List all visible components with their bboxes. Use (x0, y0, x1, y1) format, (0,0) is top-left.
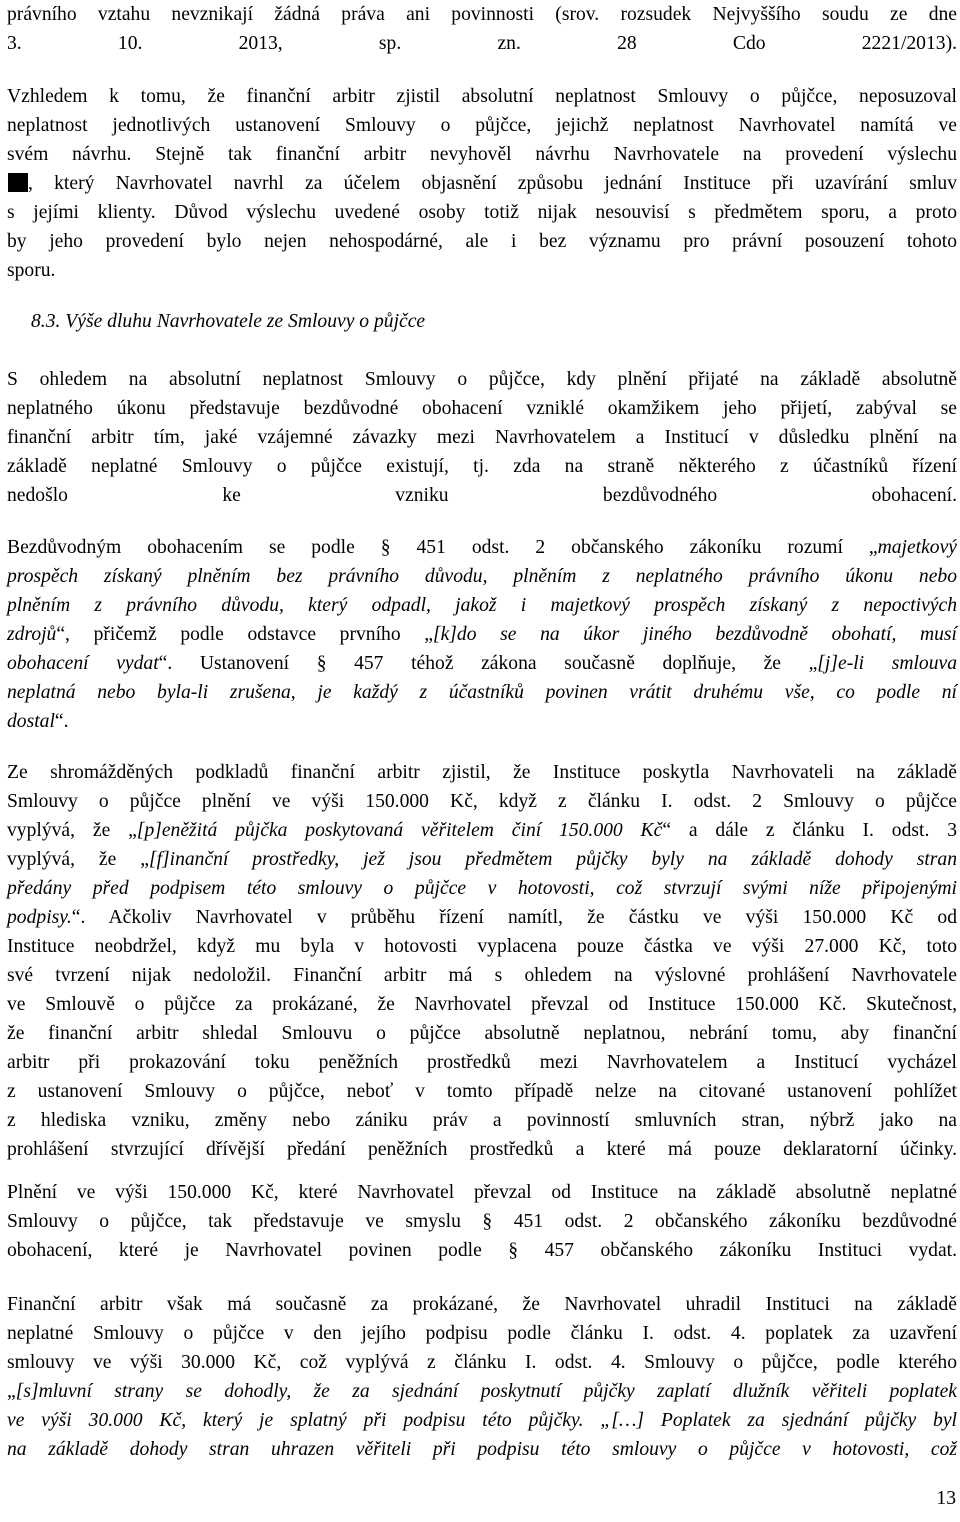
section-title: Výše dluhu Navrhovatele ze Smlouvy o půjčce (65, 311, 426, 332)
text-line: na základě dohody stran uhrazen věřiteli při podpisu této smlouvy o půjčce v hotovosti, což (7, 1439, 957, 1460)
text-line: Plnění ve výši 150.000 Kč, které Navrhovatel převzal od Instituce na základě absolutně neplatné (7, 1182, 957, 1203)
paragraph-loan-amount (7, 758, 957, 1164)
text-line: Ze shromážděných podkladů finanční arbitr zjistil, že Instituce poskytla Navrhovateli na základě (7, 762, 957, 783)
text-line: zdrojů“, přičemž podle odstavce prvního „[k]do se na úkor jiného bezdůvodně obohatí, musí (7, 624, 958, 645)
text-line: svém návrhu. Stejně tak finanční arbitr nevyhověl návrhu Navrhovatele na provedení výslechu (7, 144, 957, 165)
text-line: neplatné Smlouvy o půjčce v den jejího podpisu podle článku I. odst. 4. poplatek za uzavření (7, 1323, 957, 1344)
text-line: že finanční arbitr shledal Smlouvu o půjčce absolutně neplatnou, nebrání tomu, aby finanční (7, 1023, 957, 1044)
text-line: z ustanovení Smlouvy o půjčce, neboť v tomto případě nelze na citované ustanovení pohlížet (7, 1081, 957, 1102)
section-heading (7, 307, 957, 336)
text-line: podpisy.“. Ačkoliv Navrhovatel v průběhu řízení namítl, že částku ve výši 150.000 Kč od (7, 907, 957, 928)
text-line: obohacení vydat“. Ustanovení § 457 téhož zákona současně doplňuje, že „[j]e-li smlouva (7, 653, 958, 674)
text-line: Instituce neobdržel, když mu byla v hotovosti vyplacena pouze částka ve výši 27.000 Kč, toto (7, 936, 957, 957)
text-line: neplatnost jednotlivých ustanovení Smlouvy o půjčce, jejichž neplatnost Navrhovatel namítá ve (7, 115, 957, 136)
paragraph-enrichment-amount (7, 1178, 957, 1265)
text-line: s jejími klienty. Důvod výslechu uvedené osoby totiž nijak nesouvisí s předmětem sporu, a proto (7, 202, 957, 223)
text-line: z hlediska vzniku, změny nebo zániku práv a povinností smluvních stran, nýbrž jako na (7, 1110, 957, 1131)
text-line: by jeho provedení bylo nejen nehospodárné, ale i bez významu pro právní posouzení tohoto (7, 231, 957, 252)
text-line: Smlouvy o půjčce, tak představuje ve smyslu § 451 odst. 2 občanského zákoníku bezdůvodné (7, 1211, 957, 1232)
paragraph-continuation (7, 0, 957, 58)
document-page (7, 0, 957, 1522)
text-line: právního vztahu nevznikají žádná práva ani povinnosti (srov. rozsudek Nejvyššího soudu ze dne (7, 4, 957, 25)
text-line: sporu. (7, 260, 56, 281)
text-line: , který Navrhovatel navrhl za účelem objasnění způsobu jednání Instituce při uzavírání smluv (7, 169, 957, 198)
text-line: 3. 10. 2013, sp. zn. 28 Cdo 2221/2013). (7, 33, 957, 54)
text-line: „[s]mluvní strany se dohodly, že za sjednání poskytnutí půjčky zaplatí dlužník věřiteli poplatek (7, 1381, 957, 1402)
text-line: Bezdůvodným obohacením se podle § 451 odst. 2 občanského zákoníku rozumí „majetkový (7, 537, 957, 558)
text-line: prohlášení stvrzující dřívější předání peněžních prostředků a které má pouze deklaratorní účinky. (7, 1139, 957, 1160)
paragraph-fee (7, 1290, 957, 1464)
text-line: neplatná nebo byla-li zrušena, je každý z účastníků povinen vrátit druhému vše, co podle ní (7, 682, 957, 703)
text-line: základě neplatné Smlouvy o půjčce existují, tj. zda na straně některého z účastníků řízení (7, 456, 957, 477)
text-line: své tvrzení nijak nedoložil. Finanční arbitr má s ohledem na výslovné prohlášení Navrhovatele (7, 965, 957, 986)
text-line: vyplývá, že „[f]inanční prostředky, jež jsou předmětem půjčky byly na základě dohody stran (7, 849, 957, 870)
text-line: dostal“. (7, 711, 69, 732)
text-line: Vzhledem k tomu, že finanční arbitr zjistil absolutní neplatnost Smlouvy o půjčce, neposuzoval (7, 86, 957, 107)
text-line: smlouvy ve výši 30.000 Kč, což vyplývá z článku I. odst. 4. Smlouvy o půjčce, podle kterého (7, 1352, 957, 1373)
section-number: 8.3. (31, 311, 61, 332)
paragraph-arbitr-findings (7, 82, 957, 285)
text-line: finanční arbitr tím, jaké vzájemné závazky mezi Navrhovatelem a Institucí v důsledku plnění na (7, 427, 957, 448)
text-line: neplatného úkonu představuje bezdůvodné obohacení vzniklé okamžikem jeho přijetí, zabýval se (7, 398, 957, 419)
page-number: 13 (936, 1488, 956, 1509)
text-line: ve výši 30.000 Kč, který je splatný při podpisu této půjčky. „[…] Poplatek za sjednání půjčky byl (7, 1410, 957, 1431)
text-line: arbitr při prokazování toku peněžních prostředků mezi Navrhovatelem a Institucí vycházel (7, 1052, 957, 1073)
text-line: vyplývá, že „[p]eněžitá půjčka poskytovaná věřitelem činí 150.000 Kč“ a dále z článku I. odst. 3 (7, 820, 957, 841)
text-line: Smlouvy o půjčce plnění ve výši 150.000 Kč, když z článku I. odst. 2 Smlouvy o půjčce (7, 791, 957, 812)
paragraph-civil-code (7, 533, 957, 736)
redaction-block (8, 173, 28, 192)
text-line: S ohledem na absolutní neplatnost Smlouvy o půjčce, kdy plnění přijaté na základě absolutně (7, 369, 957, 390)
text-line: obohacení, které je Navrhovatel povinen podle § 457 občanského zákoníku Instituci vydat. (7, 1240, 957, 1261)
text-line: ve Smlouvě o půjčce za prokázané, že Navrhovatel převzal od Instituce 150.000 Kč. Skutečnost, (7, 994, 957, 1015)
text-line: Finanční arbitr však má současně za prokázané, že Navrhovatel uhradil Instituci na základě (7, 1294, 957, 1315)
text-line: prospěch získaný plněním bez právního důvodu, plněním z neplatného právního úkonu nebo (7, 566, 957, 587)
paragraph-unjust-enrichment (7, 365, 957, 510)
text-line: nedošlo ke vzniku bezdůvodného obohacení. (7, 485, 957, 506)
text-line: plněním z právního důvodu, který odpadl, jakož i majetkový prospěch získaný z nepoctivých (7, 595, 957, 616)
text-line: předány před podpisem této smlouvy o půjčce v hotovosti, což stvrzují svými níže připojenými (7, 878, 957, 899)
